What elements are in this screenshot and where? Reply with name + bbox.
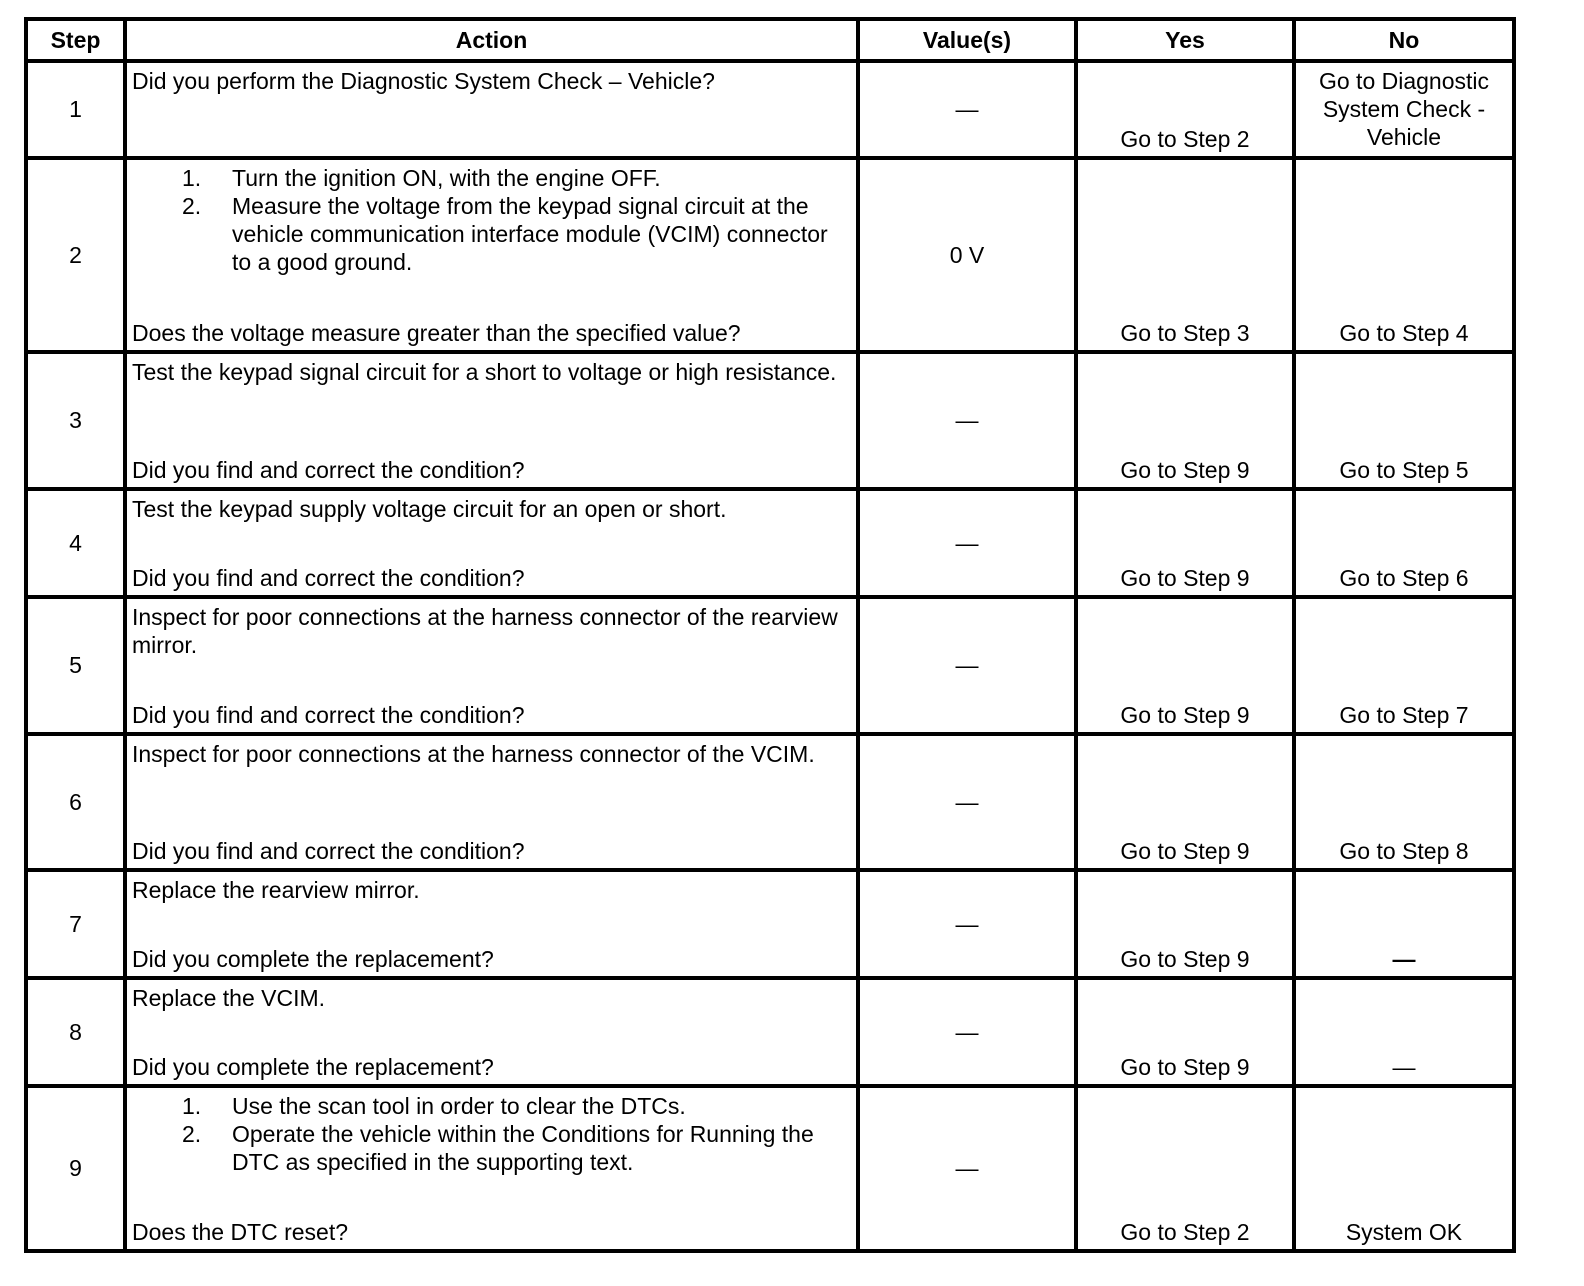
table-row (26, 489, 1514, 597)
action-text: Replace the VCIM. (132, 985, 326, 1011)
action-cell (125, 870, 858, 978)
no-cell (1294, 734, 1514, 870)
action-item: 1. Use the scan tool in order to clear the DTCs. (182, 1093, 686, 1119)
table-row (26, 352, 1514, 489)
action-text: Inspect for poor connections at the harness connector of the VCIM. (132, 741, 815, 767)
table-row (26, 597, 1514, 734)
action-question: Did you find and correct the condition? (132, 838, 525, 864)
yes-cell (1076, 1086, 1294, 1251)
step-number: 8 (26, 978, 125, 1086)
action-text: Test the keypad supply voltage circuit for an open or short. (132, 496, 727, 522)
yes-cell (1076, 158, 1294, 352)
header-step: Step (26, 19, 125, 61)
no-link[interactable]: Go to Diagnostic System Check - Vehicle (1318, 68, 1490, 150)
yes-link[interactable]: Go to Step 2 (1120, 126, 1250, 152)
table-row (26, 158, 1514, 352)
value-cell: — (858, 489, 1076, 597)
action-cell (125, 158, 858, 352)
action-question: Does the DTC reset? (132, 1219, 349, 1245)
yes-link[interactable]: Go to Step 2 (1120, 1219, 1250, 1245)
action-item: 2. Measure the voltage from the keypad signal circuit at the vehicle communication interface module (VCIM) connector to a good ground. (182, 193, 828, 275)
no-value: — (1392, 946, 1416, 972)
action-cell (125, 978, 858, 1086)
yes-cell (1076, 870, 1294, 978)
action-cell (125, 61, 858, 158)
no-link[interactable]: Go to Step 8 (1339, 838, 1469, 864)
action-text: Replace the rearview mirror. (132, 877, 420, 903)
action-list (132, 1092, 852, 1176)
no-value: System OK (1345, 1219, 1463, 1245)
header-values: Value(s) (858, 19, 1076, 61)
yes-cell (1076, 352, 1294, 489)
table-row (26, 978, 1514, 1086)
table-row (26, 734, 1514, 870)
action-item: 2. Operate the vehicle within the Conditions for Running the DTC as specified in the supporting text. (182, 1121, 814, 1175)
no-cell (1294, 1086, 1514, 1251)
action-list (132, 164, 852, 276)
action-question: Did you complete the replacement? (132, 946, 494, 972)
action-item: 1. Turn the ignition ON, with the engine OFF. (182, 165, 661, 191)
action-question: Did you find and correct the condition? (132, 702, 525, 728)
value-cell: — (858, 1086, 1076, 1251)
yes-cell (1076, 597, 1294, 734)
action-cell (125, 597, 858, 734)
no-cell (1294, 978, 1514, 1086)
action-question: Did you complete the replacement? (132, 1054, 494, 1080)
yes-cell (1076, 734, 1294, 870)
no-cell (1294, 61, 1514, 158)
no-link[interactable]: Go to Step 5 (1339, 457, 1469, 483)
action-cell (125, 734, 858, 870)
no-link[interactable]: Go to Step 7 (1339, 702, 1469, 728)
action-text: Test the keypad signal circuit for a short to voltage or high resistance. (132, 359, 837, 385)
step-number: 2 (26, 158, 125, 352)
value-cell: — (858, 61, 1076, 158)
value-cell: — (858, 352, 1076, 489)
value-cell: — (858, 978, 1076, 1086)
yes-cell (1076, 61, 1294, 158)
value-cell: 0 V (858, 158, 1076, 352)
action-cell (125, 1086, 858, 1251)
table-row (26, 61, 1514, 158)
yes-cell (1076, 489, 1294, 597)
value-cell: — (858, 870, 1076, 978)
action-question: Did you find and correct the condition? (132, 457, 525, 483)
yes-link[interactable]: Go to Step 9 (1120, 702, 1250, 728)
no-cell (1294, 352, 1514, 489)
yes-link[interactable]: Go to Step 9 (1120, 565, 1250, 591)
yes-link[interactable]: Go to Step 9 (1120, 1054, 1250, 1080)
header-no: No (1294, 19, 1514, 61)
yes-cell (1076, 978, 1294, 1086)
yes-link[interactable]: Go to Step 9 (1120, 838, 1250, 864)
header-action: Action (125, 19, 858, 61)
action-question: Does the voltage measure greater than the specified value? (132, 320, 741, 346)
step-number: 1 (26, 61, 125, 158)
action-cell (125, 489, 858, 597)
yes-link[interactable]: Go to Step 9 (1120, 457, 1250, 483)
header-row (26, 19, 1514, 61)
no-cell (1294, 158, 1514, 352)
action-text: Inspect for poor connections at the harness connector of the rearview mirror. (132, 604, 838, 658)
step-number: 4 (26, 489, 125, 597)
action-text: Did you perform the Diagnostic System Check – Vehicle? (132, 68, 715, 94)
no-link[interactable]: Go to Step 6 (1339, 565, 1469, 591)
step-number: 6 (26, 734, 125, 870)
no-link[interactable]: Go to Step 4 (1339, 320, 1469, 346)
yes-link[interactable]: Go to Step 9 (1120, 946, 1250, 972)
step-number: 7 (26, 870, 125, 978)
header-yes: Yes (1076, 19, 1294, 61)
no-cell (1294, 597, 1514, 734)
value-cell: — (858, 597, 1076, 734)
no-cell (1294, 870, 1514, 978)
no-value: — (1392, 1054, 1416, 1080)
yes-link[interactable]: Go to Step 3 (1120, 320, 1250, 346)
table-row (26, 1086, 1514, 1251)
action-question: Did you find and correct the condition? (132, 565, 525, 591)
action-cell (125, 352, 858, 489)
diagnostic-table (24, 17, 1516, 1253)
step-number: 9 (26, 1086, 125, 1251)
step-number: 3 (26, 352, 125, 489)
step-number: 5 (26, 597, 125, 734)
value-cell: — (858, 734, 1076, 870)
table-row (26, 870, 1514, 978)
no-cell (1294, 489, 1514, 597)
